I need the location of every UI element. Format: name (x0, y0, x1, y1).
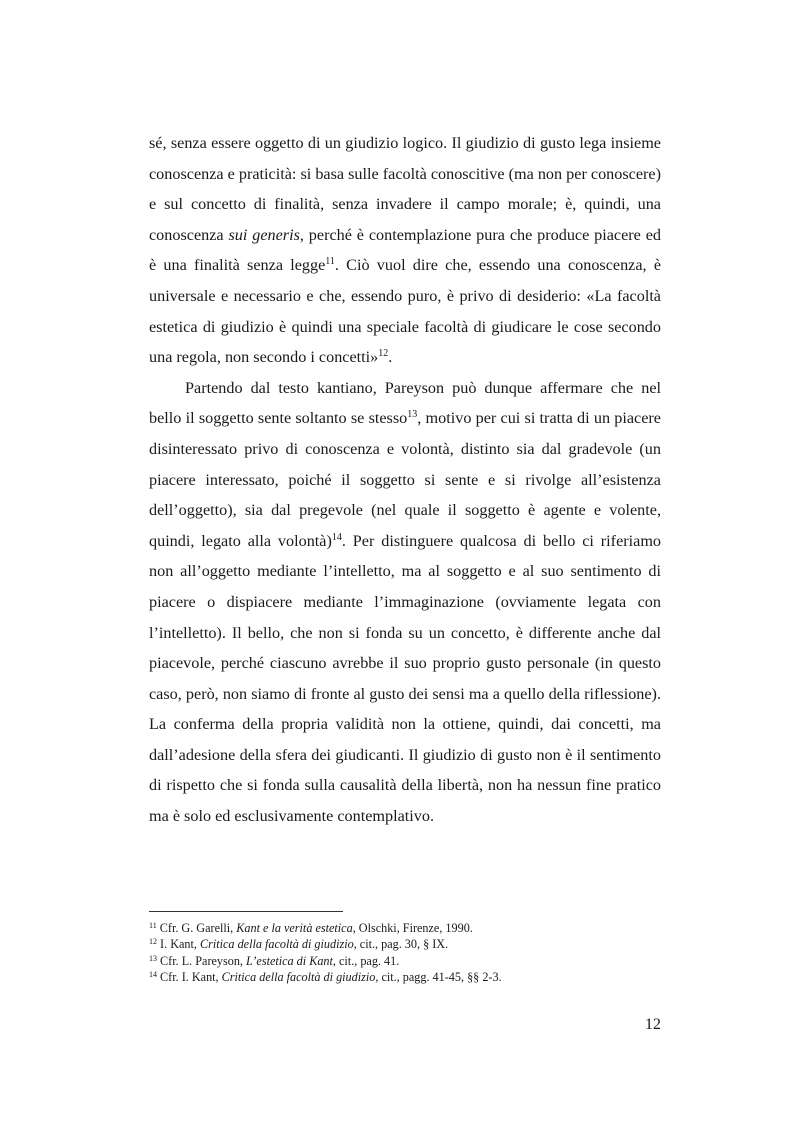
footnote (149, 936, 661, 952)
note-reference: 14 (331, 531, 342, 543)
footnote (149, 969, 661, 985)
text-run: Cfr. L. Pareyson, (157, 953, 247, 968)
note-reference: 12 (149, 937, 157, 947)
paragraph (149, 128, 661, 373)
text-run: , cit., pag. 30, § IX. (353, 937, 449, 952)
footnotes (149, 920, 661, 986)
text-run: , motivo per cui si tratta di un piacere disinteressato privo di conoscenza e volontà, distinto sia dal gradevole (un piacere interessato, poiché il soggetto si sente e si rivolge all’esistenza dell’oggetto), sia dal pregevole (nel quale il soggetto è agente e volente, quindi, legato alla volontà) (149, 409, 661, 550)
note-reference: 11 (325, 256, 335, 268)
text-run: , cit., pagg. 41-45, §§ 2-3. (375, 970, 502, 985)
note-reference: 13 (407, 409, 418, 421)
page-number: 12 (644, 1015, 661, 1033)
text-run: . Ciò vuol dire che, essendo una conoscenza, è universale e necessario e che, essendo puro, è privo di desiderio: «La facoltà estetica di giudizio è quindi una speciale facoltà di giudicare le cose secondo una regola, non secondo i concetti» (149, 256, 662, 367)
text-run: , cit., pag. 41. (332, 953, 400, 968)
italic-text: Critica della facoltà di giudizio (221, 970, 376, 985)
note-reference: 14 (149, 970, 157, 980)
text-run: . Per distinguere qualcosa di bello ci riferiamo non all’oggetto mediante l’intelletto, ma al soggetto e al suo sentimento di piacere o dispiacere mediante l’immaginazione (ovviamente legata con l’intelletto). Il bello, che non si fonda su un concetto, è differente anche dal piacevole, perché ciascuno avrebbe il suo proprio gusto personale (in questo caso, però, non siamo di fronte al gusto dei sensi ma a quello della riflessione). La conferma della propria validità non la ottiene, quindi, dai concetti, ma dall’adesione della sfera dei giudicanti. Il giudizio di gusto non è il sentimento di rispetto che si fonda sulla causalità della libertà, non ha nessun fine pratico ma è solo ed esclusivamente contemplativo. (149, 531, 662, 826)
text-run: Cfr. I. Kant, (157, 970, 222, 985)
italic-text: L’estetica di Kant (246, 953, 333, 968)
note-reference: 13 (149, 953, 157, 963)
text-run: Cfr. G. Garelli, (156, 921, 237, 935)
text-run: , perché è contemplazione pura che produce piacere ed è una finalità senza legge (149, 225, 662, 275)
text-run: I. Kant, (157, 937, 200, 952)
italic-text: sui generis (228, 225, 300, 244)
footnote-separator (149, 911, 343, 912)
italic-text: Kant e la verità estetica (236, 921, 353, 935)
note-reference: 11 (149, 921, 157, 930)
body-text (149, 128, 661, 832)
footnote (149, 920, 661, 936)
italic-text: Critica della facoltà di giudizio (199, 937, 354, 952)
footnote (149, 953, 661, 969)
text-run: sé, senza essere oggetto di un giudizio logico. Il giudizio di gusto lega insieme conoscenza e praticità: si basa sulle facoltà conoscitive (ma non per conoscere) e sul concetto di finalità, senza invadere il campo morale; è, quindi, una conoscenza (149, 134, 661, 244)
paragraph (149, 373, 661, 832)
text-run: . (388, 348, 393, 367)
text-run: Partendo dal testo kantiano, Pareyson può dunque affermare che nel bello il soggetto sente soltanto se stesso (149, 378, 661, 428)
text-run: , Olschki, Firenze, 1990. (352, 921, 473, 935)
note-reference: 12 (378, 348, 389, 360)
